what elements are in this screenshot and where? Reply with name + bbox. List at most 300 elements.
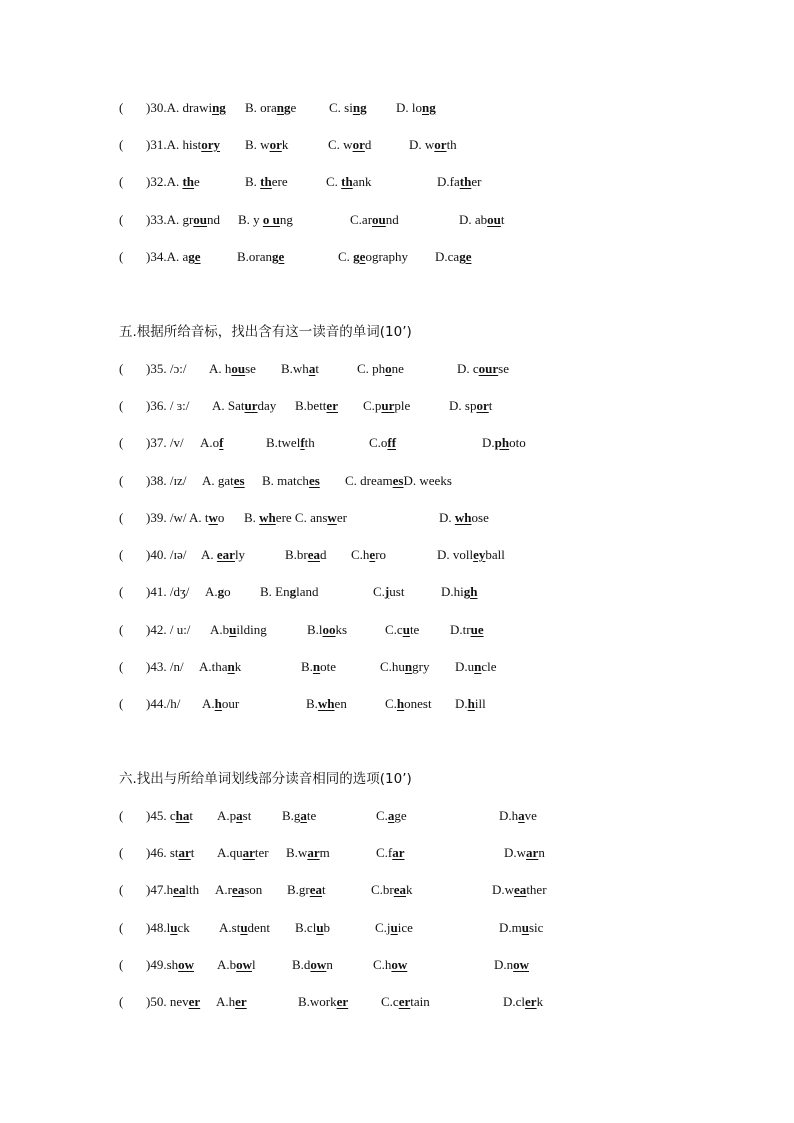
plain-text: t: [189, 808, 193, 823]
option: [373, 583, 404, 601]
underlined-letters: ph: [494, 435, 510, 450]
option: [201, 546, 245, 564]
plain-text: )50. nev: [146, 994, 189, 1009]
option: [376, 807, 407, 825]
underlined-letters: n: [474, 659, 482, 674]
plain-text: k: [281, 137, 289, 152]
option: [437, 173, 481, 191]
plain-text: o: [217, 510, 225, 525]
underlined-letters: our: [478, 361, 499, 376]
plain-text: B.bett: [295, 398, 327, 413]
question-stem: [146, 99, 226, 117]
plain-text: D.ca: [435, 249, 460, 264]
underlined-letters: ear: [216, 547, 235, 562]
plain-text: t: [488, 398, 493, 413]
question-stem: [146, 621, 190, 639]
plain-text: son: [244, 882, 263, 897]
plain-text: C.f: [376, 845, 393, 860]
plain-text: C.o: [369, 435, 388, 450]
underlined-letters: er: [336, 994, 349, 1009]
answer-blank[interactable]: (: [119, 547, 124, 562]
answer-blank[interactable]: (: [119, 100, 124, 115]
plain-text: D. lo: [396, 100, 422, 115]
plain-text: ere C. ans: [275, 510, 328, 525]
question-stem: [146, 881, 199, 899]
plain-text: A.qu: [217, 845, 243, 860]
underlined-letters: a: [387, 808, 395, 823]
option: [200, 434, 223, 452]
plain-text: C.j: [375, 920, 391, 935]
plain-text: )30.A. drawi: [146, 100, 213, 115]
plain-text: C.hu: [380, 659, 405, 674]
option: [245, 173, 288, 191]
plain-text: )44./h/: [146, 696, 181, 711]
plain-text: A. gat: [202, 473, 234, 488]
plain-text: te: [409, 622, 420, 637]
option: [295, 397, 338, 415]
plain-text: C. si: [329, 100, 353, 115]
underlined-letters: ou: [231, 361, 246, 376]
underlined-letters: ge: [272, 249, 285, 264]
underlined-letters: ou: [193, 212, 208, 227]
plain-text: nd: [207, 212, 221, 227]
option: [439, 509, 489, 527]
underlined-letters: es: [392, 473, 404, 488]
plain-text: B. En: [260, 584, 290, 599]
plain-text: k: [536, 994, 544, 1009]
plain-text: dent: [247, 920, 270, 935]
underlined-letters: er: [326, 398, 338, 413]
underlined-letters: ur: [381, 398, 395, 413]
plain-text: )39. /w/ A. t: [146, 510, 209, 525]
underlined-letters: ng: [352, 100, 367, 115]
question-stem: [146, 658, 184, 676]
plain-text: e: [194, 174, 200, 189]
plain-text: t: [500, 212, 505, 227]
plain-text: D.tr: [450, 622, 471, 637]
option: [307, 621, 347, 639]
option: [282, 807, 316, 825]
underlined-letters: er: [525, 994, 537, 1009]
section-six-title: 六.找出与所给单词划线部分读音相同的选项(10’): [119, 771, 412, 787]
question-stem: [146, 434, 184, 452]
option: [210, 621, 267, 639]
option: [244, 509, 347, 527]
option: [217, 844, 269, 862]
plain-text: A.: [202, 696, 215, 711]
option: [217, 956, 256, 974]
answer-blank[interactable]: (: [119, 808, 124, 823]
underlined-letters: ur: [244, 398, 258, 413]
plain-text: D. voll: [437, 547, 474, 562]
option: [357, 360, 404, 378]
plain-text: B.d: [292, 957, 311, 972]
plain-text: )45. c: [146, 808, 176, 823]
underlined-letters: ng: [212, 100, 226, 115]
underlined-letters: or: [269, 137, 282, 152]
underlined-letters: u: [240, 920, 248, 935]
underlined-letters: g: [217, 584, 225, 599]
underlined-letters: oo: [322, 622, 336, 637]
plain-text: A.: [201, 547, 217, 562]
question-stem: [146, 993, 200, 1011]
question-stem: [146, 248, 201, 266]
plain-text: B.: [306, 696, 318, 711]
underlined-letters: f: [219, 435, 224, 450]
plain-text: gry: [412, 659, 430, 674]
underlined-letters: ar: [307, 845, 320, 860]
underlined-letters: f: [300, 435, 305, 450]
answer-blank[interactable]: (: [119, 361, 124, 376]
plain-text: A. h: [209, 361, 232, 376]
option: [504, 844, 545, 862]
plain-text: our: [221, 696, 240, 711]
option: [380, 658, 430, 676]
plain-text: B. ora: [245, 100, 277, 115]
underlined-letters: wh: [454, 510, 472, 525]
answer-blank[interactable]: (: [119, 845, 124, 860]
plain-text: t: [315, 361, 319, 376]
underlined-letters: u: [229, 622, 237, 637]
underlined-letters: ha: [175, 808, 190, 823]
plain-text: ve: [524, 808, 537, 823]
answer-blank[interactable]: (: [119, 659, 124, 674]
option: [369, 434, 396, 452]
question-stem: [146, 173, 200, 191]
underlined-letters: ou: [487, 212, 501, 227]
plain-text: D.: [482, 435, 495, 450]
plain-text: )42. / u:/: [146, 622, 191, 637]
plain-text: B. match: [262, 473, 309, 488]
underlined-letters: th: [260, 174, 272, 189]
option: [212, 397, 276, 415]
answer-blank[interactable]: (: [119, 622, 124, 637]
plain-text: er: [471, 174, 482, 189]
plain-text: C.p: [363, 398, 382, 413]
option: [245, 99, 296, 117]
plain-text: ill: [474, 696, 486, 711]
option: [499, 807, 537, 825]
underlined-letters: ar: [242, 845, 255, 860]
option: [455, 658, 497, 676]
underlined-letters: ar: [526, 845, 539, 860]
plain-text: st: [242, 808, 252, 823]
answer-blank[interactable]: (: [119, 920, 124, 935]
underlined-letters: h: [214, 696, 222, 711]
answer-blank[interactable]: (: [119, 957, 124, 972]
plain-text: C. w: [328, 137, 353, 152]
plain-text: B.l: [307, 622, 323, 637]
plain-text: D.hi: [441, 584, 464, 599]
underlined-letters: h: [396, 696, 405, 711]
plain-text: B. w: [245, 137, 270, 152]
option: [376, 844, 405, 862]
plain-text: D. c: [457, 361, 479, 376]
plain-text: C.: [373, 584, 385, 599]
plain-text: D.: [439, 510, 455, 525]
plain-text: ere: [271, 174, 288, 189]
underlined-letters: ou: [372, 212, 386, 227]
plain-text: B.: [245, 174, 261, 189]
plain-text: e: [290, 100, 297, 115]
option: [381, 993, 430, 1011]
option: [503, 993, 543, 1011]
option: [459, 211, 505, 229]
underlined-letters: u: [170, 920, 178, 935]
option: [409, 136, 457, 154]
answer-blank[interactable]: (: [119, 994, 124, 1009]
answer-blank[interactable]: (: [119, 398, 124, 413]
answer-blank[interactable]: (: [119, 212, 124, 227]
plain-text: D.h: [499, 808, 519, 823]
plain-text: B.: [244, 510, 260, 525]
plain-text: )37. /v/: [146, 435, 184, 450]
plain-text: )43. /n/: [146, 659, 184, 674]
plain-text: C.: [326, 174, 342, 189]
plain-text: ography: [365, 249, 409, 264]
underlined-letters: h: [467, 696, 475, 711]
answer-blank[interactable]: (: [119, 435, 124, 450]
plain-text: o: [224, 584, 231, 599]
option: [373, 956, 407, 974]
plain-text: k: [234, 659, 242, 674]
option: [492, 881, 547, 899]
plain-text: )33.A. gr: [146, 212, 194, 227]
plain-text: B.wh: [281, 361, 309, 376]
question-stem: [146, 695, 180, 713]
plain-text: ose: [471, 510, 489, 525]
underlined-letters: a: [518, 808, 525, 823]
plain-text: B.work: [298, 994, 337, 1009]
underlined-letters: g: [289, 584, 297, 599]
underlined-letters: ue: [470, 622, 484, 637]
question-stem: [146, 136, 220, 154]
option: [441, 583, 477, 601]
plain-text: )47.h: [146, 882, 174, 897]
plain-text: m: [319, 845, 330, 860]
plain-text: )36. / ɜ:/: [146, 398, 190, 413]
plain-text: )46. st: [146, 845, 179, 860]
plain-text: b: [323, 920, 331, 935]
plain-text: C.: [338, 249, 354, 264]
option: [494, 956, 529, 974]
plain-text: B.gr: [287, 882, 310, 897]
underlined-letters: ea: [231, 882, 245, 897]
underlined-letters: es: [308, 473, 320, 488]
underlined-letters: n: [404, 659, 413, 674]
underlined-letters: ng: [422, 100, 436, 115]
underlined-letters: ge: [188, 249, 201, 264]
answer-blank[interactable]: (: [119, 882, 124, 897]
plain-text: A.p: [217, 808, 237, 823]
option: [396, 99, 436, 117]
question-stem: [146, 807, 193, 825]
option: [286, 844, 330, 862]
plain-text: C.ar: [350, 212, 373, 227]
underlined-letters: j: [384, 584, 390, 599]
underlined-letters: u: [316, 920, 324, 935]
option: [199, 658, 241, 676]
underlined-letters: ea: [307, 547, 321, 562]
plain-text: t: [190, 845, 195, 860]
option: [285, 546, 327, 564]
plain-text: D.: [455, 696, 468, 711]
plain-text: C.h: [373, 957, 392, 972]
option: [385, 621, 419, 639]
underlined-letters: n: [227, 659, 235, 674]
plain-text: A.o: [200, 435, 220, 450]
underlined-letters: er: [188, 994, 201, 1009]
option: [219, 919, 270, 937]
plain-text: D.u: [455, 659, 475, 674]
underlined-letters: w: [208, 510, 218, 525]
plain-text: th: [446, 137, 457, 152]
plain-text: D.n: [494, 957, 514, 972]
plain-text: A.st: [219, 920, 241, 935]
plain-text: ice: [397, 920, 413, 935]
plain-text: ank: [352, 174, 372, 189]
answer-blank[interactable]: (: [119, 249, 124, 264]
answer-blank[interactable]: (: [119, 510, 124, 525]
underlined-letters: es: [233, 473, 245, 488]
plain-text: D.m: [499, 920, 522, 935]
underlined-letters: o: [385, 361, 392, 376]
plain-text: ne: [391, 361, 404, 376]
question-stem: [146, 360, 186, 378]
answer-blank[interactable]: (: [119, 137, 124, 152]
plain-text: en: [334, 696, 347, 711]
option: [295, 919, 330, 937]
underlined-letters: gh: [463, 584, 478, 599]
plain-text: A.r: [215, 882, 232, 897]
plain-text: )48.l: [146, 920, 171, 935]
option: [437, 546, 505, 564]
option: [351, 546, 386, 564]
underlined-letters: ory: [201, 137, 221, 152]
option: [345, 472, 452, 490]
plain-text: D. w: [409, 137, 435, 152]
plain-text: ple: [394, 398, 411, 413]
underlined-letters: th: [341, 174, 353, 189]
plain-text: )40. /ɪə/: [146, 547, 187, 562]
underlined-letters: ey: [473, 547, 486, 562]
plain-text: C. ph: [357, 361, 386, 376]
underlined-letters: ge: [353, 249, 366, 264]
underlined-letters: ea: [173, 882, 186, 897]
plain-text: B. y: [238, 212, 263, 227]
option: [482, 434, 526, 452]
plain-text: ly: [234, 547, 246, 562]
option: [306, 695, 347, 713]
plain-text: d: [364, 137, 372, 152]
plain-text: n: [326, 957, 333, 972]
option: [287, 881, 326, 899]
plain-text: land: [296, 584, 319, 599]
plain-text: C.: [385, 696, 397, 711]
answer-blank[interactable]: (: [119, 696, 124, 711]
underlined-letters: or: [434, 137, 447, 152]
underlined-letters: or: [352, 137, 365, 152]
answer-blank[interactable]: (: [119, 584, 124, 599]
option: [281, 360, 319, 378]
plain-text: A. Sat: [212, 398, 245, 413]
plain-text: C. dream: [345, 473, 393, 488]
option: [499, 919, 543, 937]
plain-text: )32.A.: [146, 174, 183, 189]
plain-text: onest: [404, 696, 432, 711]
plain-text: D.cl: [503, 994, 526, 1009]
underlined-letters: wh: [259, 510, 276, 525]
underlined-letters: ge: [459, 249, 472, 264]
option: [450, 621, 484, 639]
underlined-letters: a: [308, 361, 316, 376]
underlined-letters: ea: [393, 882, 407, 897]
option: [371, 881, 413, 899]
question-stem: [146, 546, 186, 564]
plain-text: se: [498, 361, 510, 376]
plain-text: B.twel: [266, 435, 301, 450]
option: [205, 583, 231, 601]
underlined-letters: w: [327, 510, 337, 525]
underlined-letters: ow: [310, 957, 327, 972]
plain-text: )31.A. hist: [146, 137, 202, 152]
plain-text: C.c: [385, 622, 403, 637]
underlined-letters: a: [300, 808, 307, 823]
underlined-letters: ff: [387, 435, 397, 450]
underlined-letters: ow: [513, 957, 530, 972]
underlined-letters: or: [476, 398, 489, 413]
option: [237, 248, 284, 266]
plain-text: ro: [375, 547, 387, 562]
option: [375, 919, 413, 937]
option: [216, 993, 247, 1011]
underlined-letters: a: [236, 808, 243, 823]
underlined-letters: ar: [392, 845, 405, 860]
answer-blank[interactable]: (: [119, 473, 124, 488]
option: [215, 881, 262, 899]
option: [202, 472, 245, 490]
option: [385, 695, 432, 713]
plain-text: )49.sh: [146, 957, 179, 972]
plain-text: C.br: [371, 882, 394, 897]
question-stem: [146, 919, 190, 937]
option: [262, 472, 320, 490]
plain-text: th: [304, 435, 315, 450]
option: [338, 248, 408, 266]
plain-text: B.: [301, 659, 313, 674]
underlined-letters: ng: [276, 100, 291, 115]
plain-text: ust: [389, 584, 405, 599]
option: [455, 695, 486, 713]
underlined-letters: th: [182, 174, 195, 189]
underlined-letters: ow: [236, 957, 253, 972]
plain-text: ilding: [236, 622, 267, 637]
plain-text: D.fa: [437, 174, 460, 189]
question-stem: [146, 956, 194, 974]
option: [260, 583, 319, 601]
plain-text: A.: [205, 584, 218, 599]
plain-text: C.h: [351, 547, 370, 562]
plain-text: l: [252, 957, 256, 972]
plain-text: )38. /ɪz/: [146, 473, 187, 488]
underlined-letters: ow: [391, 957, 408, 972]
option: [238, 211, 293, 229]
answer-blank[interactable]: (: [119, 174, 124, 189]
option: [328, 136, 371, 154]
plain-text: te: [306, 808, 317, 823]
underlined-letters: u: [390, 920, 398, 935]
option: [329, 99, 367, 117]
